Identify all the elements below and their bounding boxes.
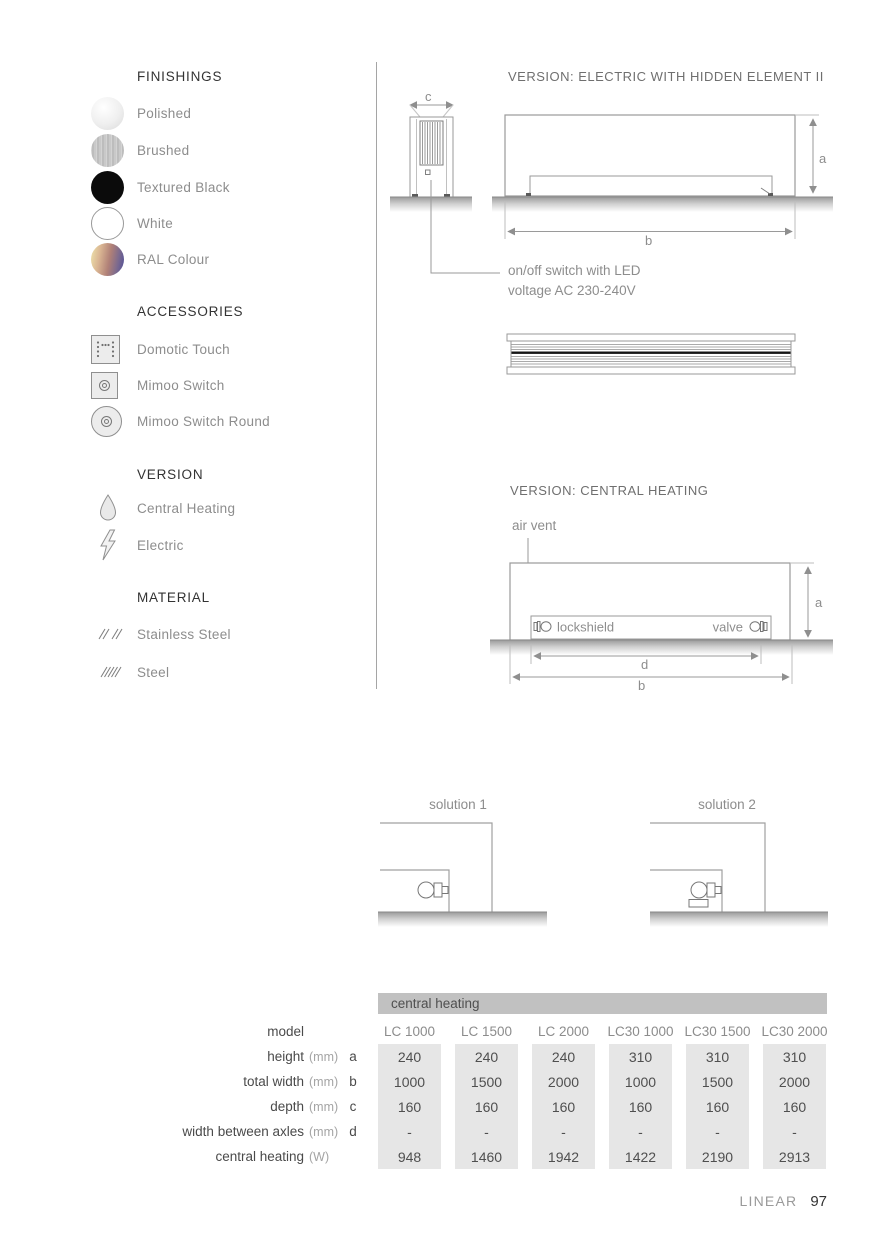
water-drop-icon [91, 493, 137, 524]
table-cell: 160 [609, 1094, 672, 1119]
finish-label: Polished [137, 105, 192, 121]
table-cell: 240 [532, 1044, 595, 1069]
table-cell: 1460 [455, 1144, 518, 1169]
finish-label: Textured Black [137, 179, 230, 195]
ground-shading [492, 197, 833, 212]
dim-d-label: d [641, 657, 649, 672]
valve-icon [418, 882, 448, 898]
finish-label: White [137, 215, 174, 231]
central-heating-drawing [378, 534, 848, 696]
top-view-drawing [505, 330, 797, 376]
electric-version-title: VERSION: ELECTRIC WITH HIDDEN ELEMENT II [508, 69, 824, 84]
finish-item-polished [91, 96, 191, 130]
valve-icon [689, 882, 721, 907]
table-cell: 1000 [378, 1069, 441, 1094]
finish-item-brushed [91, 133, 189, 167]
ground-shading [650, 912, 828, 927]
lockshield-label: lockshield [557, 619, 615, 635]
table-cell: 160 [378, 1094, 441, 1119]
accessory-item-mimoo-round [91, 404, 270, 438]
spec-table [0, 1019, 826, 1169]
polished-swatch-icon [91, 97, 137, 130]
solutions-drawing [378, 815, 848, 930]
material-title: MATERIAL [137, 590, 210, 605]
solution-2-label: solution 2 [698, 797, 756, 812]
ground-shading [490, 640, 833, 655]
table-cell: 1500 [455, 1069, 518, 1094]
hatch-double-icon [91, 627, 137, 641]
material-item-stainless [91, 617, 231, 651]
row-label-central-heating: central heating (W) [215, 1149, 330, 1164]
table-cell: 160 [455, 1094, 518, 1119]
version-item-central-heating [91, 491, 235, 525]
textured-black-swatch-icon [91, 171, 137, 204]
table-cell: - [763, 1119, 826, 1144]
finish-item-textured-black [91, 170, 230, 204]
brushed-swatch-icon [91, 134, 137, 167]
table-cell: 1942 [532, 1144, 595, 1169]
hatch-five-icon [91, 665, 137, 679]
version-label: Central Heating [137, 500, 236, 516]
solution-1-diagram [378, 823, 547, 927]
mimoo-switch-round-icon [91, 406, 137, 437]
row-label-total-width: total width (mm) b [243, 1074, 357, 1089]
dim-a-label: a [819, 151, 827, 166]
table-cell: - [532, 1119, 595, 1144]
model-cell: LC30 2000 [761, 1024, 828, 1039]
table-cell: - [686, 1119, 749, 1144]
model-cell: LC30 1000 [607, 1024, 674, 1039]
model-cell: LC 1000 [383, 1024, 436, 1039]
accessory-item-domotic [91, 332, 230, 366]
accessories-title: ACCESSORIES [137, 304, 244, 319]
switch-note-line1: on/off switch with LED [508, 263, 641, 278]
finish-label: Brushed [137, 142, 190, 158]
material-label: Stainless Steel [137, 626, 231, 642]
table-cell: 240 [378, 1044, 441, 1069]
ground-shading [378, 912, 547, 927]
model-cell: LC 2000 [537, 1024, 590, 1039]
switch-note-line2: voltage AC 230-240V [508, 282, 636, 298]
table-cell: 1422 [609, 1144, 672, 1169]
dim-b-label: b [645, 233, 653, 248]
mimoo-switch-icon [91, 372, 137, 399]
finish-item-ral [91, 242, 209, 276]
table-cell: 160 [532, 1094, 595, 1119]
table-cell: - [455, 1119, 518, 1144]
lockshield-icon [534, 622, 551, 632]
table-cell: 1500 [686, 1069, 749, 1094]
table-cell: 2190 [686, 1144, 749, 1169]
dim-c-label: c [425, 89, 432, 104]
finishings-title: FINISHINGS [137, 69, 223, 84]
page-number: 97 [810, 1193, 827, 1210]
row-label-width-between-axles: width between axles (mm) d [182, 1124, 357, 1139]
switch-marker [426, 170, 431, 175]
table-cell: 310 [763, 1044, 826, 1069]
table-cell: 240 [455, 1044, 518, 1069]
vertical-divider [376, 62, 377, 689]
table-cell: 310 [609, 1044, 672, 1069]
solution-2-diagram [650, 823, 828, 927]
table-group-header: central heating [378, 993, 827, 1014]
row-label-height: height (mm) a [267, 1049, 357, 1064]
central-version-title: VERSION: CENTRAL HEATING [510, 483, 709, 498]
accessory-label: Domotic Touch [137, 341, 230, 357]
white-swatch-icon [91, 207, 137, 240]
ral-colour-swatch-icon [91, 243, 137, 276]
version-item-electric [91, 528, 184, 562]
lightning-icon [91, 529, 137, 562]
accessory-item-mimoo [91, 368, 225, 402]
table-cell: 948 [378, 1144, 441, 1169]
dim-b-label: b [638, 678, 646, 693]
valve-label: valve [712, 619, 743, 635]
table-cell: 2000 [763, 1069, 826, 1094]
row-label-model: model [267, 1024, 304, 1039]
switch-note [508, 261, 641, 300]
finish-label: RAL Colour [137, 251, 210, 267]
row-label-depth: depth (mm) c [270, 1099, 357, 1114]
dim-a-label: a [815, 595, 823, 610]
model-cell: LC 1500 [460, 1024, 513, 1039]
table-cell: 310 [686, 1044, 749, 1069]
table-cell: 2913 [763, 1144, 826, 1169]
material-item-steel [91, 655, 169, 689]
finish-item-white [91, 206, 173, 240]
page-footer [600, 1193, 827, 1211]
air-vent-label: air vent [512, 518, 557, 533]
table-cell: 2000 [532, 1069, 595, 1094]
material-label: Steel [137, 664, 170, 680]
version-label: Electric [137, 537, 184, 553]
accessory-label: Mimoo Switch [137, 377, 225, 393]
switch-leader-line [425, 178, 515, 278]
accessory-label: Mimoo Switch Round [137, 413, 270, 429]
table-cell: 160 [686, 1094, 749, 1119]
model-cell: LC30 1500 [684, 1024, 751, 1039]
domotic-touch-icon [91, 335, 137, 364]
solution-1-label: solution 1 [429, 797, 487, 812]
product-name: LINEAR [739, 1193, 798, 1209]
table-cell: - [378, 1119, 441, 1144]
table-cell: 1000 [609, 1069, 672, 1094]
version-title: VERSION [137, 467, 204, 482]
valve-icon [750, 622, 767, 632]
table-cell: 160 [763, 1094, 826, 1119]
table-cell: - [609, 1119, 672, 1144]
